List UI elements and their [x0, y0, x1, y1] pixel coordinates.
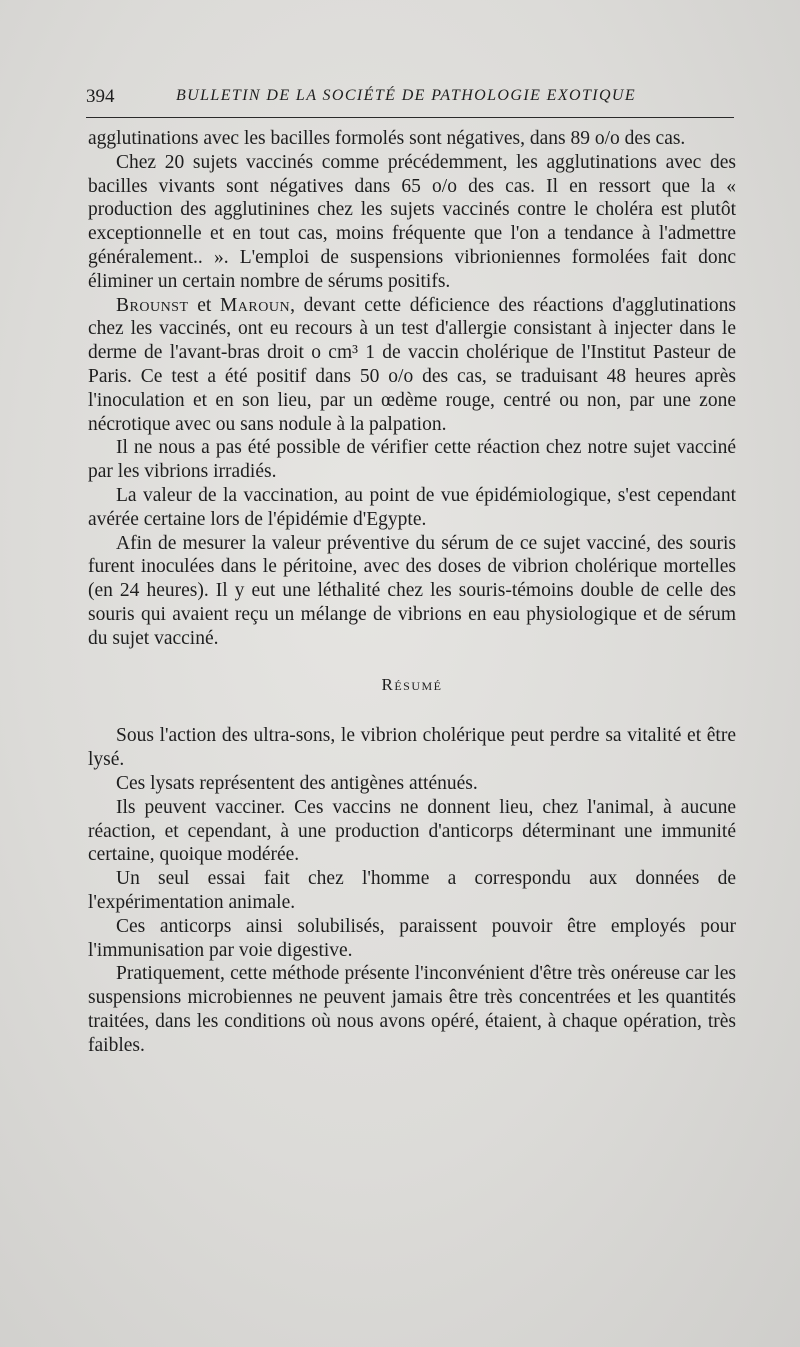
- page-number: 394: [86, 86, 115, 107]
- paragraph-continuation: agglutinations avec les bacilles formolés sont négatives, dans 89 o/o des cas.: [88, 128, 686, 149]
- header-rule: [86, 117, 734, 118]
- summary-paragraph: Sous l'action des ultra-sons, le vibrion cholérique peut perdre sa vitalité et être lysé.: [88, 725, 736, 771]
- summary-paragraph: Ces anticorps ainsi solubilisés, paraissent pouvoir être employés pour l'immunisation par voie digestive.: [88, 915, 736, 961]
- paragraph-agglutinations: Chez 20 sujets vaccinés comme précédemment, les agglutinations avec des bacilles vivants sont négatives dans 65 o/o des cas. Il en ressort que la « production des agglutinines chez les sujets vaccinés contre le choléra est plutôt exceptionnelle et en tout cas, moins fréquente que l'on a tendance à l'admettre généralement.. ». L'emploi de suspensions vibrioniennes formolées fait donc éliminer un certain nombre de sérums positifs.: [88, 151, 736, 292]
- page-header: [86, 86, 736, 114]
- summary-paragraph: Pratiquement, cette méthode présente l'inconvénient d'être très onéreuse car les suspensions microbiennes ne peuvent jamais être très concentrées et les quantités traitées, dans les conditions où nous avons opéré, étaient, à chaque opération, très faibles.: [88, 963, 736, 1056]
- author-name: Maroun: [219, 294, 291, 316]
- summary-paragraph: Un seul essai fait chez l'homme a correspondu aux données de l'expérimentation animale.: [88, 868, 736, 913]
- paragraph-serum-test: Afin de mesurer la valeur préventive du sérum de ce sujet vacciné, des souris furent inoculées dans le péritoine, avec des doses de vibrion cholérique mortelles (en 24 heures). Il y eut une léthalité chez les souris-témoins double de celle des souris qui avaient reçu un mélange de vibrions en eau physiologique et de sérum du sujet vacciné.: [88, 532, 736, 649]
- summary-paragraph: Ces lysats représentent des antigènes atténués.: [116, 772, 478, 794]
- section-title: Résumé: [381, 674, 443, 694]
- author-name: Brounst: [116, 294, 189, 316]
- paragraph-text: , devant cette déficience des réactions d'agglutinations chez les vaccinés, ont eu recours à un test d'allergie consistant à injecter dans le derme de l'avant-bras droit o cm³ 1 de vaccin cholérique de l'Institut Pasteur de Paris. Ce test a été positif dans 50 o/o des cas, se traduisant 48 heures après l'inoculation et en son lieu, par un œdème rouge, centré ou non, par une zone nécrotique avec ou sans nodule à la palpation.: [88, 294, 736, 435]
- summary-paragraph: Ils peuvent vacciner. Ces vaccins ne donnent lieu, chez l'animal, à aucune réaction, et cependant, à une production d'anticorps déterminant une immunité certaine, quoique modérée.: [88, 796, 736, 866]
- paragraph-vaccination-value: La valeur de la vaccination, au point de vue épidémiologique, s'est cependant avérée certaine lors de l'épidémie d'Egypte.: [88, 484, 736, 530]
- author-connector: et: [188, 294, 220, 316]
- running-title: BULLETIN DE LA SOCIÉTÉ DE PATHOLOGIE EXOTIQUE: [176, 87, 637, 104]
- paragraph-verification: Il ne nous a pas été possible de vérifier cette réaction chez notre sujet vacciné par les vibrions irradiés.: [88, 437, 736, 483]
- body-text: [88, 127, 736, 1057]
- paragraph-allergy-test: [88, 294, 736, 437]
